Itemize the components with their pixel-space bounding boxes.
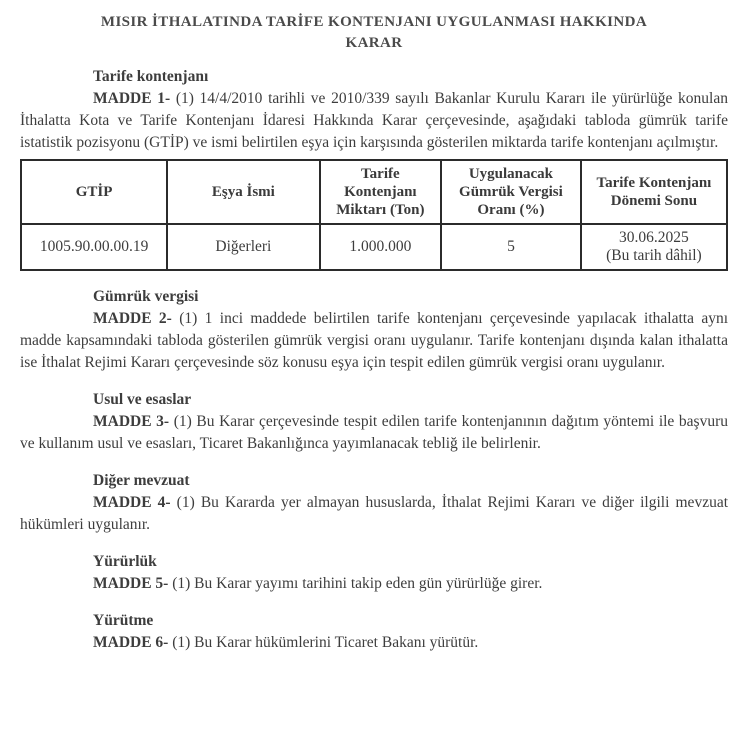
section-body-madde-3: [20, 411, 728, 455]
section-body-madde-1: [20, 88, 728, 154]
cell-miktar: 1.000.000: [320, 224, 441, 270]
section-heading-usul-ve-esaslar: Usul ve esaslar: [93, 391, 192, 408]
cell-gtip: 1005.90.00.00.19: [21, 224, 167, 270]
madde-1-text: (1) 14/4/2010 tarihli ve 2010/339 sayılı Bakanlar Kurulu Kararı ile yürürlüğe konulan İthalatta Kota ve Tarife Kontenjanı İdaresi Hakkında Karar çerçevesinde, aşağıdaki tabloda gümrük tarife istatistik pozisyonu (GTİP) ve ismi belirtilen eşya için karşısında gösterilen miktarda tarife kontenjanı açılmıştır.: [20, 90, 728, 151]
madde-2-label: MADDE 2-: [93, 310, 172, 327]
section-heading-yururluk: Yürürlük: [93, 553, 157, 570]
column-header-gumruk-vergisi-orani: Uygulanacak Gümrük Vergisi Oranı (%): [441, 160, 581, 224]
tariff-quota-table: [20, 159, 728, 271]
table-header-row: [21, 160, 727, 224]
document-title-line2: KARAR: [345, 35, 403, 51]
madde-4-text: (1) Bu Kararda yer almayan hususlarda, İthalat Rejimi Kararı ve diğer ilgili mevzuat hükümleri uygulanır.: [20, 494, 729, 533]
section-body-madde-2: [20, 308, 728, 374]
document-title-line1: MISIR İTHALATINDA TARİFE KONTENJANI UYGULANMASI HAKKINDA: [100, 14, 648, 30]
madde-5-label: MADDE 5-: [93, 575, 169, 592]
section-body-madde-6: [20, 632, 728, 654]
column-header-kontenjan-miktari: Tarife Kontenjanı Miktarı (Ton): [320, 160, 441, 224]
column-header-donem-sonu: Tarife Kontenjanı Dönemi Sonu: [581, 160, 727, 224]
madde-1-label: MADDE 1-: [93, 90, 171, 107]
cell-donem-note: (Bu tarih dâhil): [606, 247, 702, 264]
madde-3-label: MADDE 3-: [93, 413, 170, 430]
section-heading-diger-mevzuat: Diğer mevzuat: [93, 472, 190, 489]
cell-donem-date: 30.06.2025: [619, 229, 689, 246]
madde-6-text: (1) Bu Karar hükümlerini Ticaret Bakanı yürütür.: [172, 634, 479, 651]
table-row: [21, 224, 727, 270]
madde-4-label: MADDE 4-: [93, 494, 171, 511]
column-header-gtip: GTİP: [21, 160, 167, 224]
madde-6-label: MADDE 6-: [93, 634, 169, 651]
madde-3-text: (1) Bu Karar çerçevesinde tespit edilen tarife kontenjanının dağıtım yöntemi ile başvuru ve kullanım usul ve esasları, Ticaret Bakanlığınca yayımlanacak tebliğ ile belirlenir.: [20, 413, 729, 452]
cell-esya-ismi: Diğerleri: [167, 224, 319, 270]
madde-5-text: (1) Bu Karar yayımı tarihini takip eden gün yürürlüğe girer.: [172, 575, 543, 592]
section-heading-yurutme: Yürütme: [93, 612, 154, 629]
document-title: [20, 12, 728, 54]
document-page: [20, 12, 728, 654]
cell-oran: 5: [441, 224, 581, 270]
cell-donem-sonu: [581, 224, 727, 270]
madde-2-text: (1) 1 inci maddede belirtilen tarife kontenjanı çerçevesinde yapılacak ithalatta aynı madde kapsamındaki tabloda gösterilen gümrük vergisi oranı uygulanır. Tarife kontenjanı dışında kalan ithalatta ise İthalat Rejimi Kararı çerçevesinde söz konusu eşya için tespit edilen gümrük vergisi oranı uygulanır.: [20, 310, 729, 371]
section-body-madde-5: [20, 573, 728, 595]
section-heading-gumruk-vergisi: Gümrük vergisi: [93, 288, 199, 305]
section-heading-tarife-kontenjani: Tarife kontenjanı: [93, 68, 209, 85]
column-header-esya-ismi: Eşya İsmi: [167, 160, 319, 224]
section-body-madde-4: [20, 492, 728, 536]
